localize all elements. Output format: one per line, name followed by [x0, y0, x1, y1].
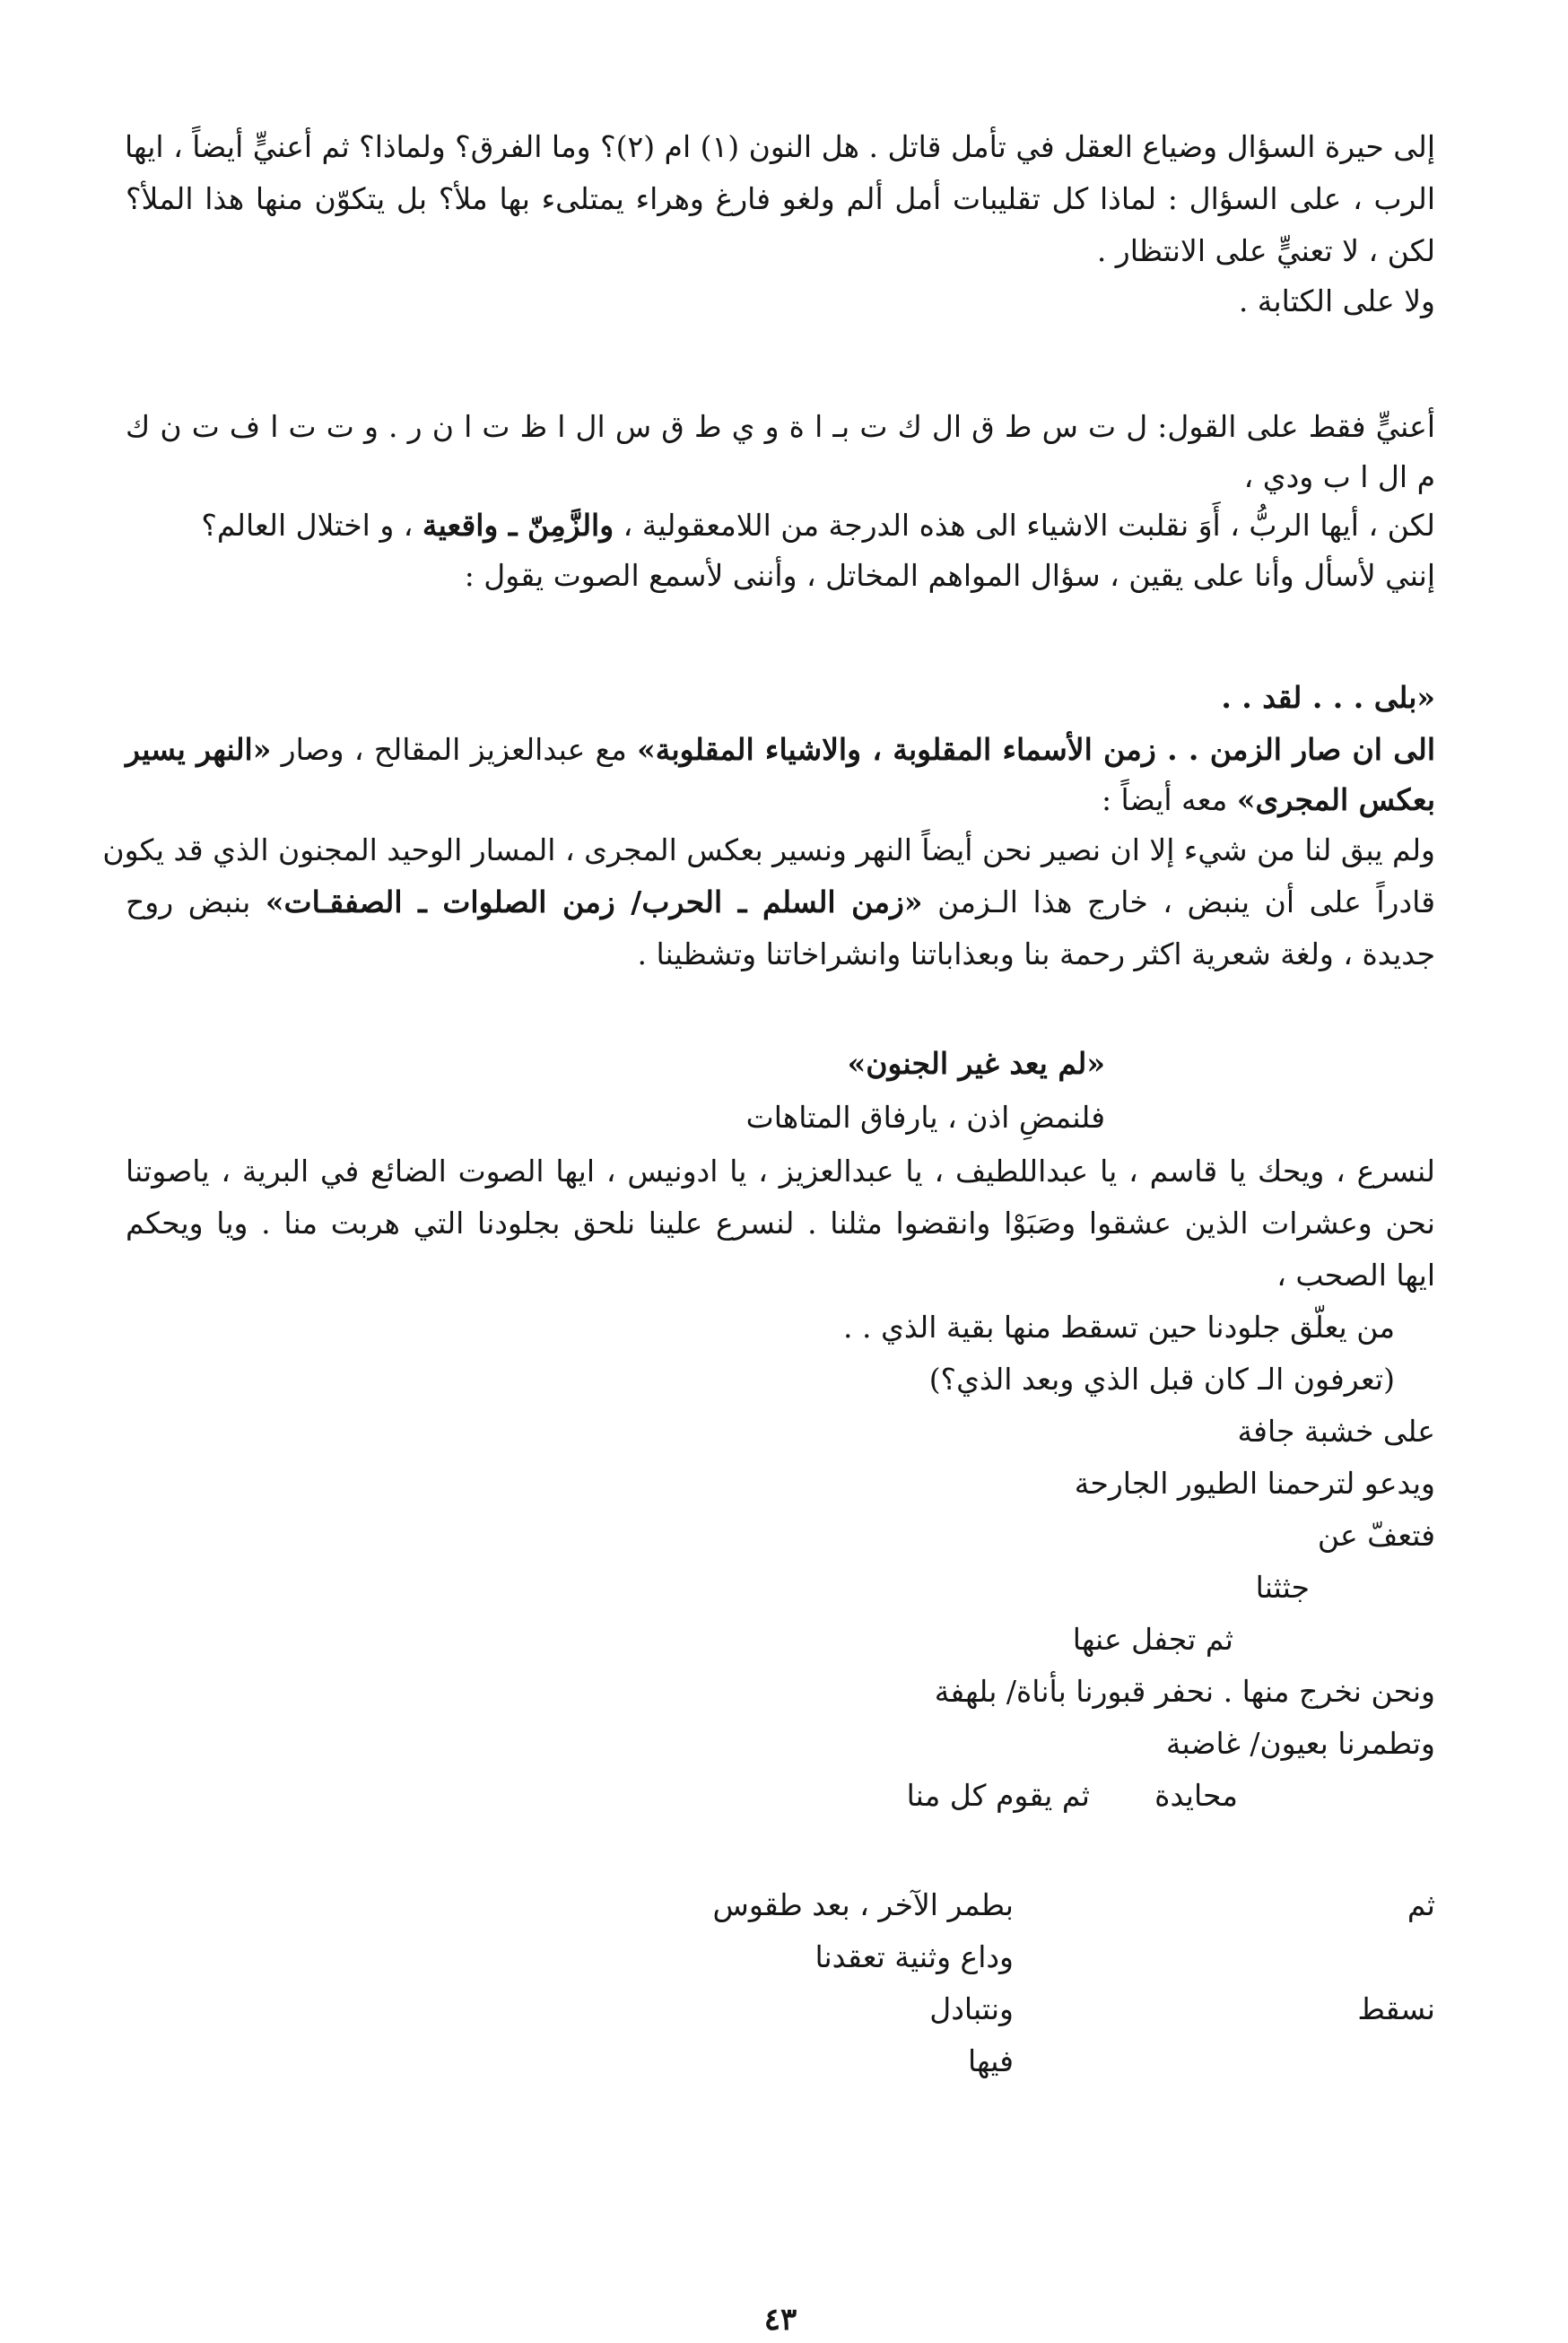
- paragraph-line: [201, 502, 1435, 549]
- paragraph-line: لكن ، لا تعنيٍّ على الانتظار .: [1096, 233, 1435, 268]
- document-page: [102, 108, 1435, 2338]
- page-number: ٤٣: [763, 2302, 797, 2338]
- paragraph-line: جديدة ، ولغة شعرية اكثر رحمة بنا وبعذاباتنا وانشراخاتنا وتشظينا .: [637, 936, 1435, 971]
- paragraph-line: [1102, 777, 1435, 823]
- text-run: بنبض روح: [126, 884, 266, 919]
- paragraph-line: أعنيٍّ فقط على القول: ل ت س ط ق ال ك ت بـ ا ة و ي ط ق س ال ا ظ ت ا ن ر . و ت ت ا ف ت ن ك: [126, 409, 1435, 444]
- paragraph-line: م ال ا ب ودي ،: [1243, 459, 1435, 494]
- poem-line: (تعرفون الـ كان قبل الذي وبعد الذي؟): [928, 1362, 1395, 1397]
- poem-line: ونتبادل: [929, 1991, 1014, 2026]
- poem-line: على خشبة جافة: [1237, 1414, 1435, 1449]
- paragraph-line: الرب ، على السؤال : لماذا كل تقليبات أمل ألم ولغو فارغ وهراء يمتلىء بها ملأ؟ بل يتكوّن منها هذا الملأ؟: [126, 181, 1435, 216]
- poem-line: ونحن نخرج منها . نحفر قبورنا بأناة/ بلهفة: [934, 1674, 1435, 1709]
- paragraph-line: [126, 879, 1435, 926]
- poem-line: ايها الصحب ،: [1276, 1258, 1435, 1293]
- text-run: لكن ، أيها الربُّ ، أَوَ نقلبت الاشياء الى هذه الدرجة من اللامعقولية ،: [614, 508, 1435, 543]
- poem-line: نحن وعشرات الذين عشقوا وصَبَوْا وانقضوا مثلنا . لنسرع علينا نلحق بجلودنا التي هربت منا . ويا ويحكم: [126, 1206, 1435, 1241]
- bold-text-run: «النهر يسير: [126, 732, 272, 767]
- text-run: ، و اختلال العالم؟: [201, 508, 422, 543]
- poem-line: ويدعو لترحمنا الطيور الجارحة: [1074, 1466, 1435, 1501]
- poem-line: ثم: [1407, 1887, 1435, 1922]
- paragraph-line: إلى حيرة السؤال وضياع العقل في تأمل قاتل . هل النون (١) ام (٢)؟ وما الفرق؟ ولماذا؟ ثم أعنيٍّ أيضاً ، ايها: [124, 129, 1435, 164]
- poem-title: «لم يعد غير الجنون»: [847, 1046, 1105, 1081]
- paragraph-line: ولا على الكتابة .: [1238, 283, 1435, 318]
- poem-line: جثثنا: [1255, 1570, 1310, 1605]
- text-run: معه أيضاً :: [1101, 782, 1237, 817]
- paragraph-line: ولم يبق لنا من شيء إلا ان نصير نحن أيضاً النهر ونسير بعكس المجرى ، المسار الوحيد المجنون الذي قد يكون: [102, 832, 1435, 867]
- poem-line: ثم تجفل عنها: [1072, 1622, 1233, 1657]
- poem-line: فيها: [968, 2043, 1014, 2078]
- poem-line: فلنمضِ اذن ، يارفاق المتاهات: [745, 1100, 1105, 1135]
- bold-text-run: «زمن السلم ـ الحرب/ زمن الصلوات ـ الصفقـات»: [265, 884, 923, 919]
- poem-line: وتطمرنا بعيون/ غاضبة: [1165, 1726, 1435, 1761]
- text-run: مع عبدالعزيز المقالح ، وصار: [271, 732, 638, 767]
- poem-line: محايدة: [1154, 1778, 1238, 1813]
- bold-text-run: والزَّمِنّ ـ واقعية: [422, 508, 614, 543]
- poem-line: ثم يقوم كل منا: [906, 1778, 1090, 1813]
- poem-line: نسقط: [1357, 1991, 1435, 2026]
- poem-line: بطمر الآخر ، بعد طقوس: [712, 1887, 1014, 1922]
- paragraph-line: إنني لأسأل وأنا على يقين ، سؤال المواهم المخاتل ، وأننى لأسمع الصوت يقول :: [464, 558, 1435, 593]
- paragraph-line: «بلى . . . لقد . .: [1221, 680, 1435, 715]
- text-run: قادراً على أن ينبض ، خارج هذا الـزمن: [922, 884, 1435, 919]
- bold-text-run: بعكس المجرى»: [1236, 782, 1435, 817]
- paragraph-line: [126, 727, 1435, 773]
- poem-line: لنسرع ، ويحك يا قاسم ، يا عبداللطيف ، يا عبدالعزيز ، يا ادونيس ، ايها الصوت الضائع في البرية ، ياصوتنا: [126, 1154, 1435, 1189]
- poem-line: فتعفّ عن: [1317, 1518, 1435, 1553]
- poem-line: من يعلّق جلودنا حين تسقط منها بقية الذي . .: [843, 1310, 1395, 1345]
- poem-line: وداع وثنية تعقدنا: [814, 1939, 1014, 1974]
- bold-text-run: الى ان صار الزمن . . زمن الأسماء المقلوبة ، والاشياء المقلوبة»: [637, 732, 1435, 767]
